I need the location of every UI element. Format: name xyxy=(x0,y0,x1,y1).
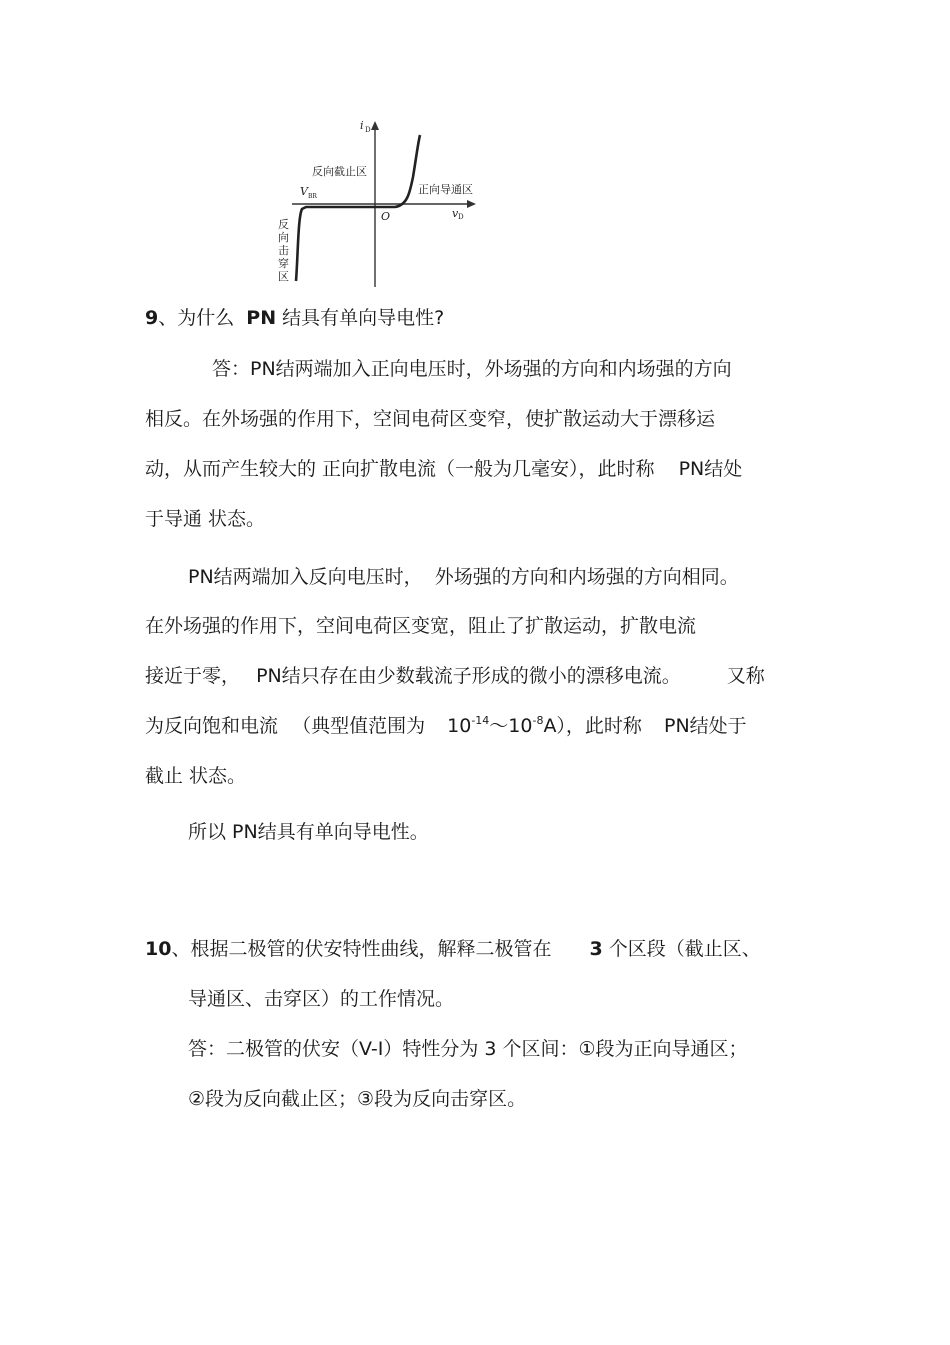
q9-para2-line-4e: A），此时称 xyxy=(543,715,642,737)
q9-title xyxy=(145,306,444,330)
q9-para2-line-3 xyxy=(145,664,765,688)
diode-iv-curve-figure xyxy=(270,115,480,290)
q9-answer-line-4: 于导通 状态。 xyxy=(145,508,266,530)
q9-answer-line-3 xyxy=(145,457,742,481)
q9-answer-line-1: 答：PN结两端加入正向电压时，外场强的方向和内场强的方向 xyxy=(212,358,732,380)
q9-para2-line-3a: 接近于零， xyxy=(145,665,241,687)
q9-range-high: $\sim 10^{-8}$ xyxy=(489,714,544,737)
q9-conclusion: 所以 PN结具有单向导电性。 xyxy=(188,821,429,843)
q9-para2-line-3c: 又称 xyxy=(726,665,765,687)
q9-para2-line-1b: 外场强的方向和内场强的方向相同。 xyxy=(434,566,739,588)
q9-answer-line-2: 相反。在外场强的作用下，空间电荷区变窄，使扩散运动大于漂移运 xyxy=(145,408,716,430)
label-vbr-sub: BR xyxy=(308,193,317,200)
label-reverse-breakdown-1: 反 xyxy=(278,218,289,231)
q10-title-line-2: 导通区、击穿区）的工作情况。 xyxy=(188,988,455,1010)
q10-title-line-1a: 、根据二极管的伏安特性曲线，解释二极管在 xyxy=(171,938,552,960)
label-forward-conduction: 正向导通区 xyxy=(418,183,473,196)
q10-number: 10 xyxy=(145,938,172,960)
q9-para2-line-1a: PN结两端加入反向电压时， xyxy=(188,566,423,588)
label-vbr: V xyxy=(300,185,308,198)
label-vd-sub: D xyxy=(458,213,464,221)
q9-para2-line-4 xyxy=(145,714,747,738)
q10-answer-line-2: ②段为反向截止区；③段为反向击穿区。 xyxy=(188,1088,527,1110)
q9-para2-line-3b: PN结只存在由少数载流子形成的微小的漂移电流。 xyxy=(256,665,681,687)
q9-title-end: 结具有单向导电性? xyxy=(282,307,445,329)
q9-para2-line-4b: （典型值范围为 xyxy=(292,715,426,737)
label-reverse-breakdown-4: 穿 xyxy=(278,257,289,270)
label-reverse-breakdown-5: 区 xyxy=(278,270,289,283)
label-vd: v xyxy=(452,207,459,220)
q9-para2-line-2: 在外场强的作用下，空间电荷区变宽，阻止了扩散运动，扩散电流 xyxy=(145,615,697,637)
label-id-sub: D xyxy=(365,126,371,134)
label-origin: O xyxy=(381,210,391,223)
q10-title-count: 3 xyxy=(589,938,603,960)
q10-title-line-1c: 个区段（截止区、 xyxy=(608,938,761,960)
q9-para2-line-5: 截止 状态。 xyxy=(145,765,247,787)
label-reverse-breakdown-3: 击 xyxy=(278,244,289,257)
q10-title-line-1 xyxy=(145,937,761,961)
q10-answer-line-1: 答：二极管的伏安（V-I）特性分为 3 个区间：①段为正向导通区； xyxy=(188,1038,748,1060)
label-reverse-cutoff: 反向截止区 xyxy=(312,165,367,178)
q9-para2-line-1 xyxy=(188,565,739,589)
q9-answer-line-3b: PN结处 xyxy=(678,458,743,480)
q9-range-low: $10^{-14}$ xyxy=(447,714,490,737)
q9-para2-line-4f: PN结处于 xyxy=(663,715,747,737)
q9-answer-line-3a: 动，从而产生较大的 正向扩散电流（一般为几毫安），此时称 xyxy=(145,458,655,480)
q9-number: 9 xyxy=(145,307,159,329)
q9-title-text: 、为什么 xyxy=(158,307,235,329)
label-reverse-breakdown-2: 向 xyxy=(278,231,289,244)
q9-title-pn: PN xyxy=(246,307,277,329)
q9-para2-line-4a: 为反向饱和电流 xyxy=(145,715,279,737)
label-id: i xyxy=(360,119,364,132)
